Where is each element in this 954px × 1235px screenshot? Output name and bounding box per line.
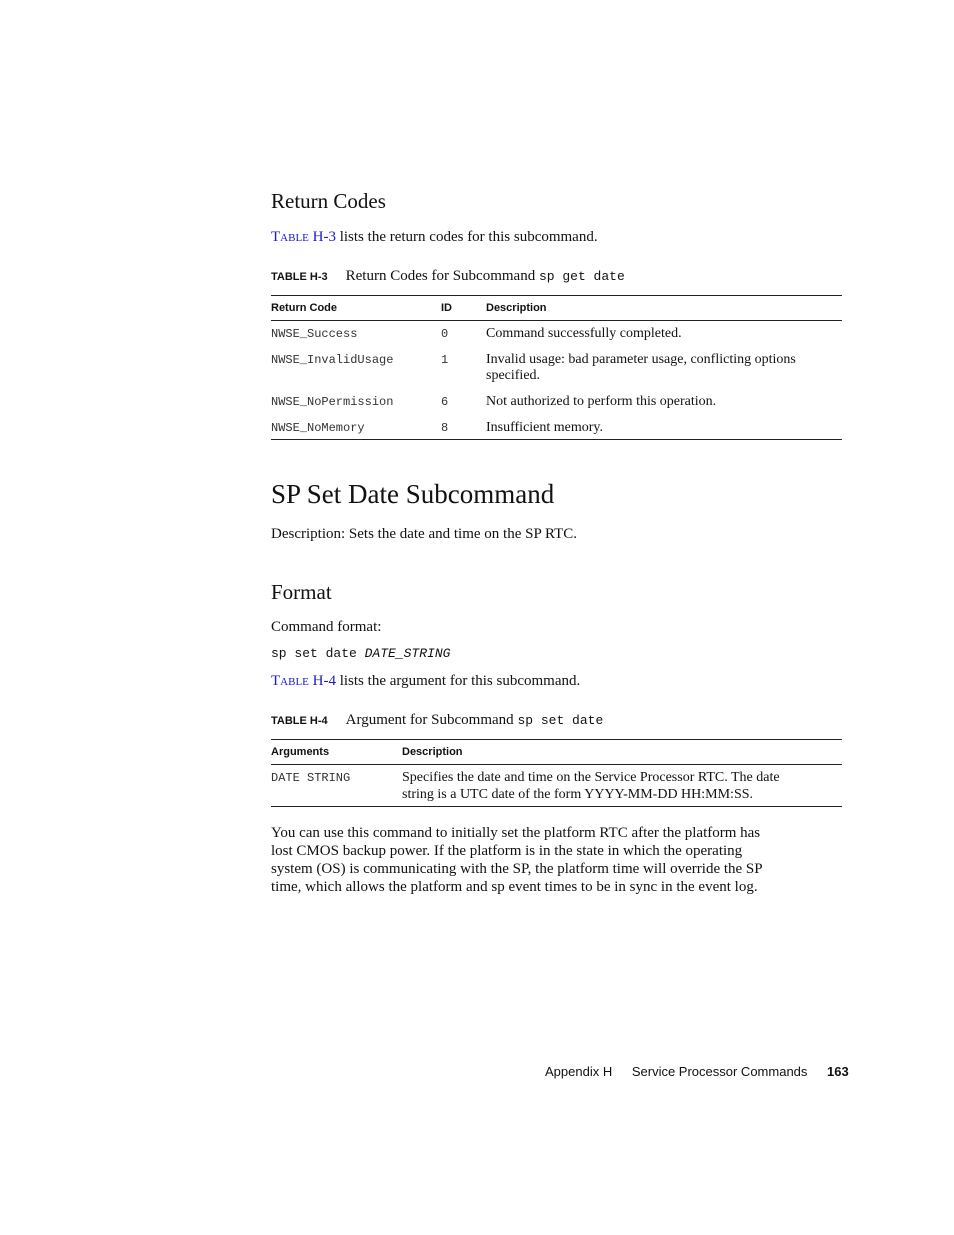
table-h3-bottom-rule — [271, 439, 842, 440]
table-h3-caption-title: Return Codes for Subcommand — [345, 268, 539, 284]
table-h3-col-description: Description — [486, 302, 547, 314]
table-row-description-line2: specified. — [486, 368, 541, 383]
sp-set-date-description: Description: Sets the date and time on the SP RTC. — [271, 526, 578, 542]
table-h3-header-rule — [271, 320, 842, 321]
footer-appendix: Appendix H — [545, 1064, 613, 1079]
table-h4-caption-label: TABLE H-4 — [271, 715, 328, 727]
table-h4-caption-title: Argument for Subcommand — [345, 712, 518, 728]
table-h3-caption-label: TABLE H-3 — [271, 271, 328, 283]
table-h3-link[interactable]: Table H-3 — [271, 229, 336, 245]
page-footer — [545, 1064, 849, 1079]
sp-set-date-heading: SP Set Date Subcommand — [271, 479, 555, 509]
table-h4-caption-code: sp set date — [517, 713, 604, 728]
table-h4-intro-text: lists the argument for this subcommand. — [335, 673, 581, 689]
table-h3-intro-text: lists the return codes for this subcommand. — [335, 229, 598, 245]
paragraph-line: system (OS) is communicating with the SP, the platform time will override the SP — [271, 861, 763, 877]
table-row-description: Not authorized to perform this operation. — [486, 394, 717, 409]
table-row-description-line2: string is a UTC date of the form YYYY-MM-DD HH:MM:SS. — [402, 787, 754, 802]
table-h4-intro — [271, 672, 580, 690]
table-h3-intro — [271, 228, 598, 246]
footer-chapter-title: Service Processor Commands — [631, 1064, 808, 1079]
table-h3-caption — [271, 267, 625, 285]
table-row-id: 8 — [441, 421, 449, 435]
command-argument: DATE_STRING — [364, 646, 451, 661]
table-row-code: NWSE_NoMemory — [271, 421, 365, 435]
table-row-id: 0 — [441, 327, 449, 341]
footer-page-number: 163 — [827, 1064, 849, 1079]
paragraph-line: time, which allows the platform and sp event times to be in sync in the event log. — [271, 879, 758, 895]
table-row-argument: DATE STRING — [271, 771, 351, 785]
command-format-label: Command format: — [271, 619, 382, 635]
format-heading: Format — [271, 580, 332, 604]
table-h4-col-arguments: Arguments — [271, 746, 330, 758]
table-row-id: 6 — [441, 395, 449, 409]
table-h4-caption — [271, 711, 603, 729]
command-plain: sp set date — [271, 646, 365, 661]
table-row-id: 1 — [441, 353, 449, 367]
table-h3-col-return-code: Return Code — [271, 302, 337, 314]
table-h4-header-rule — [271, 764, 842, 765]
table-h4-link[interactable]: Table H-4 — [271, 673, 336, 689]
table-h4-top-rule — [271, 739, 842, 740]
table-h3-caption-code: sp get date — [538, 269, 625, 284]
table-row-description-line1: Invalid usage: bad parameter usage, conflicting options — [486, 352, 796, 367]
table-row-description: Insufficient memory. — [486, 420, 604, 435]
rtc-paragraph — [271, 824, 763, 896]
return-codes-heading: Return Codes — [271, 189, 386, 213]
table-row-description-line1: Specifies the date and time on the Service Processor RTC. The date — [402, 770, 780, 785]
table-row-code: NWSE_InvalidUsage — [271, 353, 394, 367]
table-h4-bottom-rule — [271, 806, 842, 807]
table-row-description: Command successfully completed. — [486, 326, 682, 341]
paragraph-line: lost CMOS backup power. If the platform is in the state in which the operating — [271, 843, 743, 859]
table-h3-top-rule — [271, 295, 842, 296]
paragraph-line: You can use this command to initially set the platform RTC after the platform has — [271, 825, 761, 841]
command-format-line — [271, 644, 450, 662]
table-row-code: NWSE_Success — [271, 327, 358, 341]
table-h4-col-description: Description — [402, 746, 463, 758]
table-h3-col-id: ID — [441, 302, 452, 314]
table-row-code: NWSE_NoPermission — [271, 395, 394, 409]
